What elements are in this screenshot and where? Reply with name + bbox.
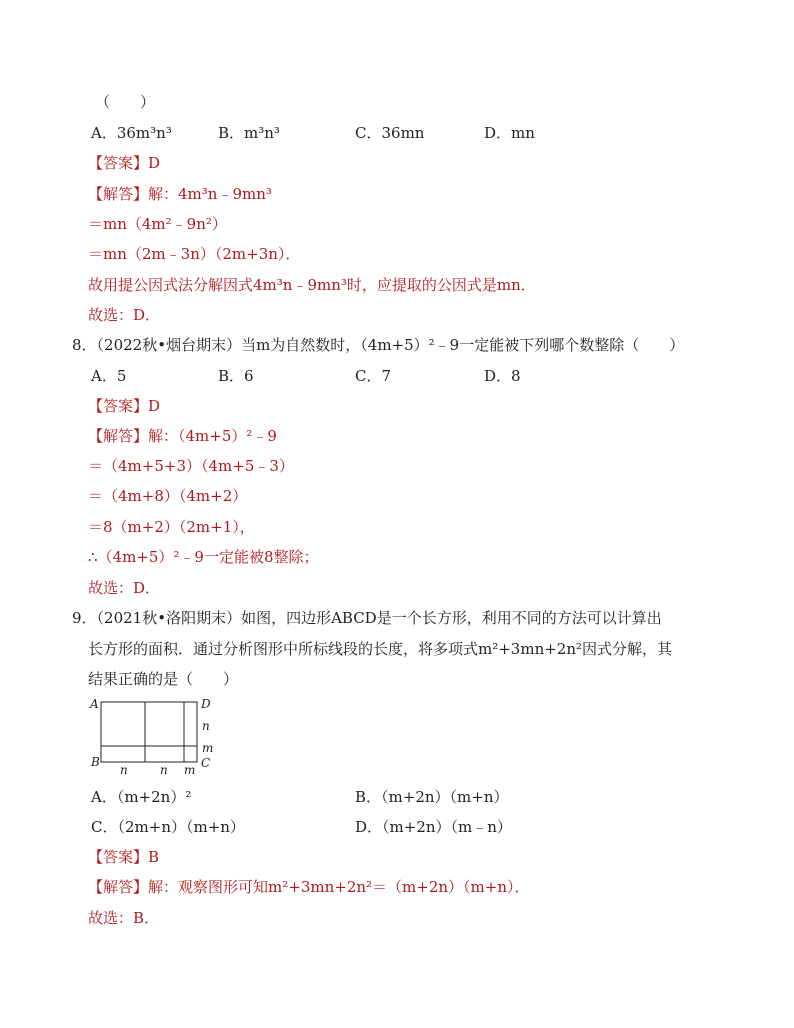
q8-solution-line-6: 故选：D．: [88, 579, 161, 597]
q8-stem: 8．（2022秋•烟台期末）当m为自然数时，（4m+5）²﹣9一定能被下列哪个数整除（ ）: [72, 336, 685, 354]
q7-option-c[interactable]: C．36mn: [355, 124, 425, 142]
solution-label: 【解答】: [88, 878, 149, 896]
q7-solution-line-2: ＝mn（4m²﹣9n²）: [88, 215, 227, 233]
q8-solution-line-5: ∴（4m+5）²﹣9一定能被8整除；: [88, 548, 319, 566]
q8-option-b[interactable]: B．6: [218, 367, 254, 385]
answer-label: 【答案】: [88, 154, 149, 172]
solution-label: 【解答】: [88, 185, 149, 203]
q7-solution-line-4: 故用提公因式法分解因式4m³n﹣9mn³时，应提取的公因式是mn．: [88, 276, 536, 294]
bottom-n-label-1: n: [120, 763, 128, 776]
vertex-d-label: D: [201, 697, 211, 711]
q7-answer-parentheses: （ ）: [95, 93, 156, 111]
answer-value: D: [148, 397, 161, 415]
q9-number: 9．: [72, 609, 97, 627]
vertex-a-label: A: [90, 697, 99, 711]
q7-answer: [88, 153, 160, 173]
q8-option-d[interactable]: D．8: [484, 367, 521, 385]
q9-solution-line-2: 故选：B．: [88, 909, 160, 927]
vertex-c-label: C: [201, 756, 211, 770]
bottom-n-label-2: n: [160, 763, 168, 776]
q9-stem-line-2: 长方形的面积．通过分析图形中所标线段的长度，将多项式m²+3mn+2n²因式分解，其: [88, 640, 673, 658]
right-side-m-label: m: [202, 741, 214, 755]
answer-label: 【答案】: [88, 397, 149, 415]
solution-label: 【解答】: [88, 427, 149, 445]
q8-solution-line-1: 【解答】解：（4m+5）²﹣9: [88, 427, 277, 445]
q7-solution-line-5: 故选：D．: [88, 306, 161, 324]
q8-option-c[interactable]: C．7: [355, 367, 392, 385]
answer-label: 【答案】: [88, 848, 149, 866]
q7-option-d[interactable]: D．mn: [484, 124, 535, 142]
q8-answer: [88, 396, 160, 416]
answer-value: D: [148, 154, 161, 172]
q8-solution-line-2: ＝（4m+5+3）（4m+5﹣3）: [88, 457, 294, 475]
q9-option-a[interactable]: A．（m+2n）²: [91, 788, 192, 806]
q7-solution-line-3: ＝mn（2m﹣3n）（2m+3n）．: [88, 245, 301, 263]
answer-value: B: [148, 848, 160, 866]
q9-stem-line-1: 9．（2021秋•洛阳期末）如图，四边形ABCD是一个长方形，利用不同的方法可以计算出: [72, 609, 662, 627]
q8-number: 8．: [72, 336, 97, 354]
q9-option-c[interactable]: C．（2m+n）（m+n）: [91, 818, 245, 836]
q8-solution-line-4: ＝8（m+2）（2m+1），: [88, 518, 255, 536]
q7-solution-line-1: 【解答】解：4m³n﹣9mn³: [88, 185, 272, 203]
vertex-b-label: B: [91, 755, 100, 769]
q7-option-b[interactable]: B．m³n³: [218, 124, 280, 142]
rectangle-outline: [101, 702, 197, 762]
q9-stem-line-3: 结果正确的是（ ）: [88, 670, 239, 688]
rectangle-abcd-figure: [88, 694, 228, 776]
bottom-m-label: m: [184, 763, 196, 776]
q8-option-a[interactable]: A．5: [91, 367, 127, 385]
q7-option-a[interactable]: A．36m³n³: [91, 124, 172, 142]
q9-option-b[interactable]: B．（m+2n）（m+n）: [355, 788, 509, 806]
q9-option-d[interactable]: D．（m+2n）（m﹣n）: [355, 818, 512, 836]
q8-solution-line-3: ＝（4m+8）（4m+2）: [88, 487, 248, 505]
q9-answer: [88, 847, 159, 867]
right-side-n-label: n: [202, 719, 210, 733]
q9-solution-line-1: 【解答】解：观察图形可知m²+3mn+2n²＝（m+2n）（m+n）．: [88, 878, 530, 896]
